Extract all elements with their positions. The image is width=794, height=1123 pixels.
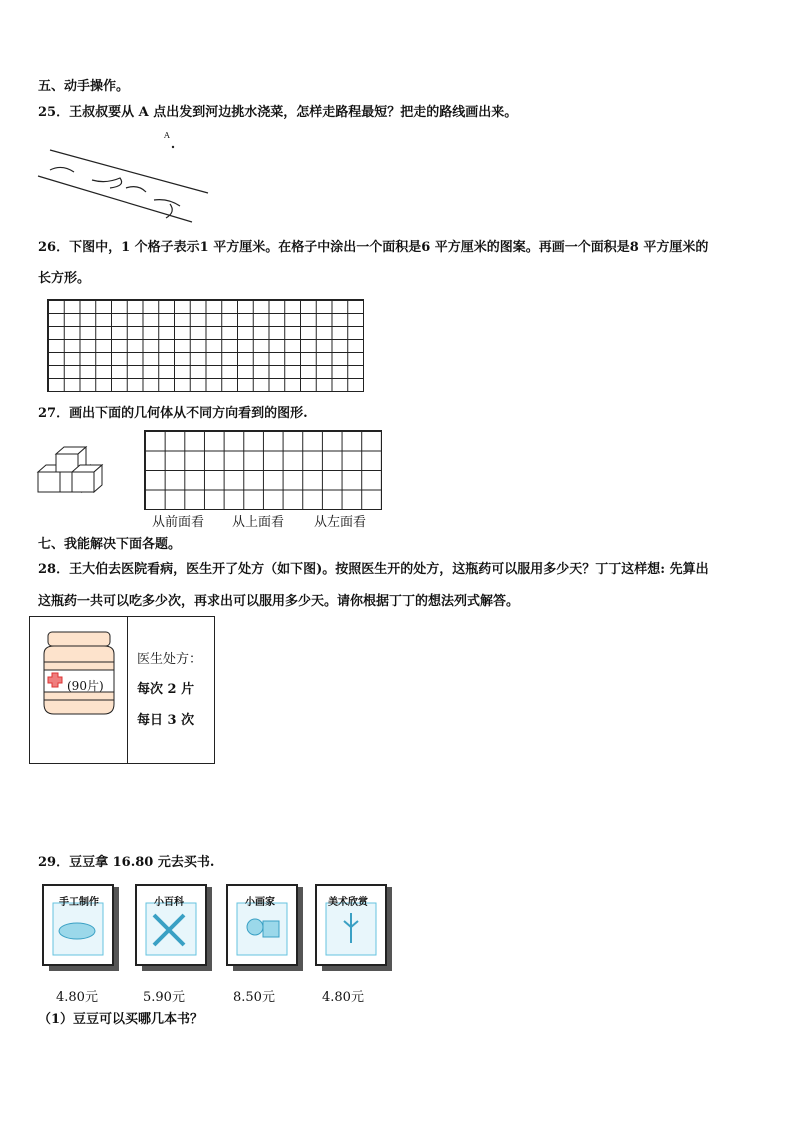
- medicine-jar: [38, 628, 122, 720]
- section-five-title: 五、动手操作。: [38, 79, 130, 94]
- book-art-appreciation: [314, 883, 394, 975]
- book-handcraft: [41, 883, 121, 975]
- book-little-painter: [225, 883, 305, 975]
- book-price: 4.80元: [56, 990, 98, 1005]
- rx-title: 医生处方：: [137, 652, 203, 667]
- jar-label: (90片): [67, 679, 104, 693]
- rx-dose: 每次 2 片: [137, 682, 195, 697]
- question-25-text: 25．王叔叔要从 A 点出发到河边挑水浇菜，怎样走路程最短？把走的路线画出来。: [38, 105, 518, 120]
- water-ripple: [154, 200, 180, 206]
- book-title: 小画家: [245, 897, 275, 908]
- table-divider: [127, 617, 128, 763]
- book-title: 美术欣赏: [328, 897, 368, 908]
- point-a-label: A: [164, 131, 170, 140]
- view-label-top: 从上面看: [232, 515, 285, 530]
- book-title: 手工制作: [59, 897, 99, 908]
- book-price: 5.90元: [143, 990, 185, 1005]
- question-28-line1: 28．王大伯去医院看病，医生开了处方（如下图)。按照医生开的处方，这瓶药可以服用多少天？丁丁这样想: 先算出: [38, 562, 709, 577]
- question-28-line2: 这瓶药一共可以吃多少次，再求出可以服用多少天。请你根据丁丁的想法列式解答。: [38, 594, 520, 609]
- square-grid: [47, 299, 364, 392]
- book-price: 8.50元: [233, 990, 275, 1005]
- section-seven-title: 七、我能解决下面各题。: [38, 537, 182, 552]
- water-ripple: [92, 178, 122, 188]
- book-price: 4.80元: [322, 990, 364, 1005]
- view-grid: [144, 430, 382, 510]
- cube-solid: [36, 446, 106, 496]
- rx-frequency: 每日 3 次: [137, 713, 195, 728]
- book-title: 小百科: [154, 897, 184, 908]
- question-26-line2: 长方形。: [38, 271, 91, 286]
- point-a: [172, 146, 174, 148]
- view-label-front: 从前面看: [152, 515, 205, 530]
- river-diagram: [30, 128, 220, 223]
- water-ripple: [50, 167, 74, 172]
- view-label-left: 从左面看: [314, 515, 367, 530]
- water-ripple: [126, 187, 146, 192]
- question-29-text: 29．豆豆拿 16.80 元去买书.: [38, 855, 215, 870]
- question-26-line1: 26．下图中，1 个格子表示1 平方厘米。在格子中涂出一个面积是6 平方厘米的图案。再画一个面积是8 平方厘米的: [38, 240, 709, 255]
- book-encyclopedia: [134, 883, 214, 975]
- question-29-sub1: （1）豆豆可以买哪几本书？: [38, 1012, 204, 1027]
- question-27-text: 27．画出下面的几何体从不同方向看到的图形.: [38, 406, 308, 421]
